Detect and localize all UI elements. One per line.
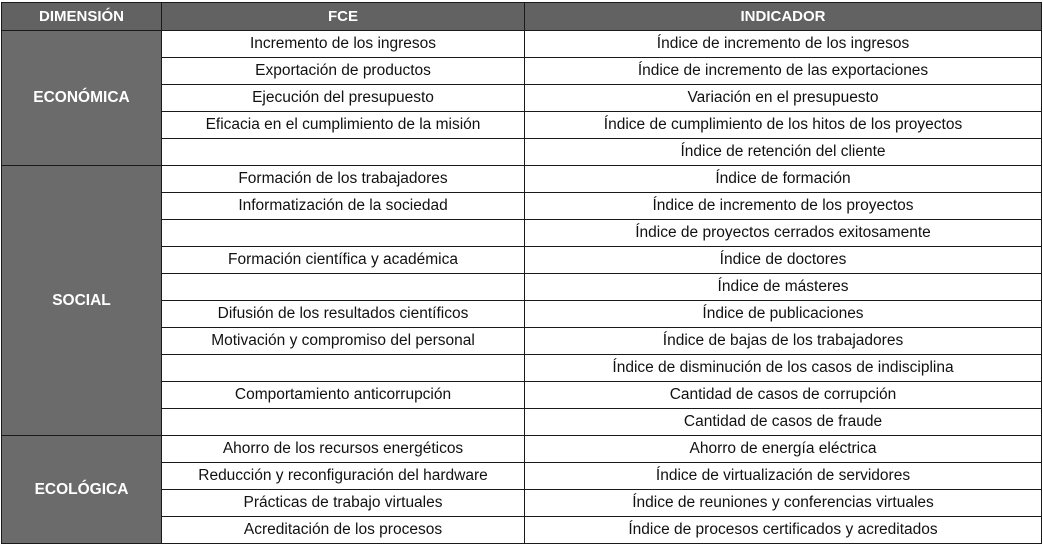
fce-cell: Formación de los trabajadores bbox=[162, 166, 525, 193]
indicator-cell: Variación en el presupuesto bbox=[525, 85, 1042, 112]
fce-cell: Acreditación de los procesos bbox=[162, 517, 525, 544]
indicator-cell: Índice de proyectos cerrados exitosamente bbox=[525, 220, 1042, 247]
fce-cell bbox=[162, 220, 525, 247]
fce-cell bbox=[162, 409, 525, 436]
fce-cell: Eficacia en el cumplimiento de la misión bbox=[162, 112, 525, 139]
header-dimension: DIMENSIÓN bbox=[2, 3, 162, 31]
fce-cell: Prácticas de trabajo virtuales bbox=[162, 490, 525, 517]
fce-cell: Difusión de los resultados científicos bbox=[162, 301, 525, 328]
fce-cell: Reducción y reconfiguración del hardware bbox=[162, 463, 525, 490]
indicator-cell: Índice de publicaciones bbox=[525, 301, 1042, 328]
fce-cell: Incremento de los ingresos bbox=[162, 31, 525, 58]
fce-cell: Comportamiento anticorrupción bbox=[162, 382, 525, 409]
fce-cell: Ahorro de los recursos energéticos bbox=[162, 436, 525, 463]
indicator-cell: Índice de incremento de los ingresos bbox=[525, 31, 1042, 58]
fce-cell bbox=[162, 139, 525, 166]
indicator-cell: Índice de virtualización de servidores bbox=[525, 463, 1042, 490]
indicator-cell: Índice de reuniones y conferencias virtuales bbox=[525, 490, 1042, 517]
fce-cell: Informatización de la sociedad bbox=[162, 193, 525, 220]
indicator-cell: Índice de cumplimiento de los hitos de los proyectos bbox=[525, 112, 1042, 139]
indicator-cell: Cantidad de casos de corrupción bbox=[525, 382, 1042, 409]
table-row bbox=[2, 166, 1042, 193]
indicator-cell: Índice de incremento de los proyectos bbox=[525, 193, 1042, 220]
dimension-cell: ECOLÓGICA bbox=[2, 436, 162, 544]
indicator-cell: Cantidad de casos de fraude bbox=[525, 409, 1042, 436]
table-row bbox=[2, 31, 1042, 58]
header-fce: FCE bbox=[162, 3, 525, 31]
indicator-cell: Índice de procesos certificados y acreditados bbox=[525, 517, 1042, 544]
fce-cell: Motivación y compromiso del personal bbox=[162, 328, 525, 355]
fce-cell: Formación científica y académica bbox=[162, 247, 525, 274]
header-row bbox=[2, 3, 1042, 31]
fce-indicator-table bbox=[1, 2, 1042, 544]
header-indicator: INDICADOR bbox=[525, 3, 1042, 31]
dimension-cell: SOCIAL bbox=[2, 166, 162, 436]
indicator-cell: Ahorro de energía eléctrica bbox=[525, 436, 1042, 463]
indicator-cell: Índice de formación bbox=[525, 166, 1042, 193]
indicator-cell: Índice de bajas de los trabajadores bbox=[525, 328, 1042, 355]
indicator-cell: Índice de retención del cliente bbox=[525, 139, 1042, 166]
fce-cell: Ejecución del presupuesto bbox=[162, 85, 525, 112]
indicator-cell: Índice de disminución de los casos de indisciplina bbox=[525, 355, 1042, 382]
indicator-cell: Índice de másteres bbox=[525, 274, 1042, 301]
indicator-cell: Índice de incremento de las exportaciones bbox=[525, 58, 1042, 85]
table-row bbox=[2, 436, 1042, 463]
fce-cell bbox=[162, 355, 525, 382]
fce-cell bbox=[162, 274, 525, 301]
fce-cell: Exportación de productos bbox=[162, 58, 525, 85]
indicator-cell: Índice de doctores bbox=[525, 247, 1042, 274]
table-body bbox=[2, 31, 1042, 544]
dimension-cell: ECONÓMICA bbox=[2, 31, 162, 166]
